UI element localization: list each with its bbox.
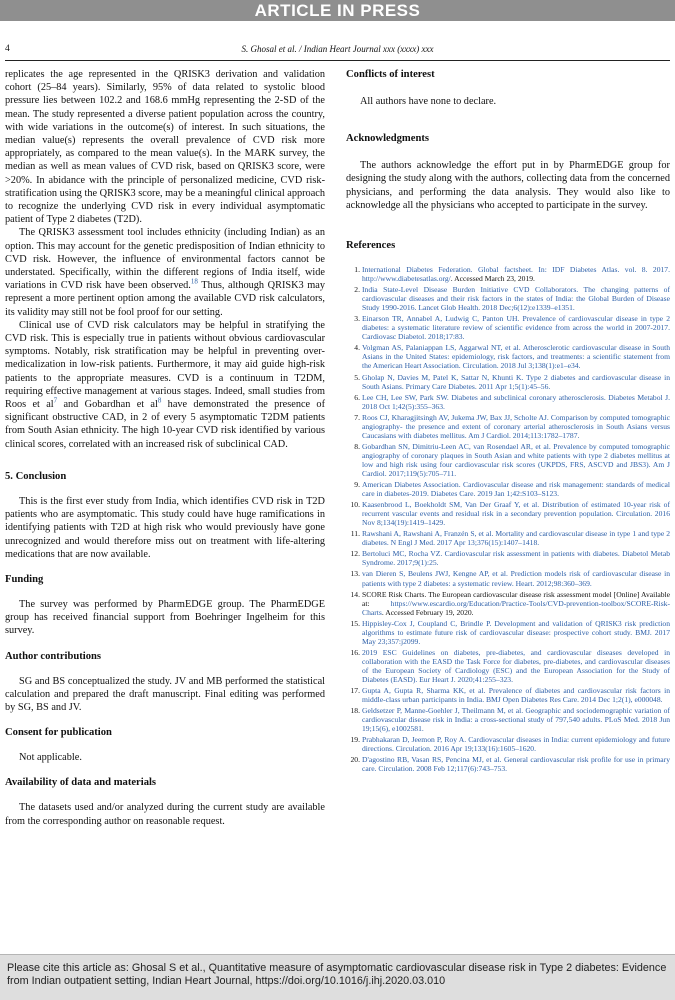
availability-text: The datasets used and/or analyzed during the current study are available from the corresponding author on reasonable request. <box>5 802 325 827</box>
reference-text: Hippisley-Cox J, Coupland C, Brindle P. Development and validation of QRISK3 risk prediction algorithms to estimate future risk of cardiovascular disease: prospective cohort study. BMJ. 2017 May 23;357:j2099. <box>362 618 670 646</box>
running-head: S. Ghosal et al. / Indian Heart Journal xxx (xxxx) xxx <box>241 44 434 54</box>
availability-heading: Availability of data and materials <box>5 777 157 789</box>
reference-text: Bertoluci MC, Rocha VZ. Cardiovascular risk assessment in patients with diabetes. Diabetol Metab Syndrome. 2017;9(1):25. <box>362 549 670 568</box>
reference-item[interactable] <box>346 549 670 567</box>
citation-link-18[interactable]: 18 <box>190 277 198 286</box>
reference-item[interactable] <box>346 500 670 527</box>
page-number: 4 <box>5 44 10 54</box>
reference-text: D'agostino RB, Vasan RS, Pencina MJ, et al. General cardiovascular risk profile for use in primary care. Circulation. 2008 Feb 12;117(6):743–753. <box>362 755 670 774</box>
funding-text: The survey was performed by PharmEDGE group. The PharmEDGE group has received financial support from Boehringer Ingelheim for this survey. <box>5 598 325 637</box>
reference-item[interactable] <box>346 393 670 411</box>
citation-link-7[interactable]: 7 <box>53 396 58 405</box>
reference-text: Rawshani A, Rawshani A, Franzén S, et al. Mortality and cardiovascular disease in type 1 and type 2 diabetes. N Engl J Med. 2017 Apr 13;376(15):1407–1418. <box>362 529 670 548</box>
reference-text: Gupta A, Gupta R, Sharma KK, et al. Prevalence of diabetes and cardiovascular risk factors in middle-class urban participants in India. BMJ Open Diabetes Res Care. 2014 Dec 1;2(1), e000048. <box>362 686 670 705</box>
reference-item[interactable] <box>346 265 670 283</box>
acknowledgments-heading: Acknowledgments <box>346 133 429 145</box>
reference-text: Prabhakaran D, Jeemon P, Roy A. Cardiovascular diseases in India: current epidemiology and future directions. Circulation. 2016 Apr 19;133(16):1605–1620. <box>362 735 670 754</box>
reference-number: 14. <box>350 589 360 599</box>
reference-text: Volgman AS, Palaniappan LS, Aggarwal NT, et al. Atherosclerotic cardiovascular disease in South Asians in the United States: epidemiology, risk factors, and treatments: a scientific statement from the American Heart Association. Circulation. 2018 Jul 3;138(1):e1–e34. <box>362 343 670 371</box>
reference-text: Kaasenbrood L, Boekholdt SM, Van Der Graaf Y, et al. Distribution of estimated 10-year risk of recurrent vascular events and residual risk in a secondary prevention population. Circulation. 2016 Nov 8;134(19):1419–1429. <box>362 500 670 528</box>
reference-number: 5. <box>354 372 360 382</box>
reference-number: 7. <box>354 412 360 422</box>
reference-number: 8. <box>354 441 360 451</box>
article-in-press-banner: ARTICLE IN PRESS <box>0 0 675 21</box>
reference-text: International Diabetes Federation. Global factsheet. In: IDF Diabetes Atlas. vol. 8. 2017. <box>362 265 670 275</box>
references-heading: References <box>346 240 396 252</box>
reference-item[interactable] <box>346 755 670 773</box>
reference-number: 10. <box>350 500 360 510</box>
reference-number: 17. <box>350 686 360 696</box>
reference-text: Geldsetzer P, Manne-Goehler J, Theilmann M, et al. Geographic and sociodemographic variation of cardiovascular disease risk in India: a cross-sectional study of 797,540 adults. PLoS Med. 2018 Jun 19;15(6), e1002581. <box>362 706 670 734</box>
discussion-paragraph-3: Clinical use of CVD risk calculators may be helpful in stratifying the CVD risk. This is especially true in patients without obvious cardiovascular symptoms. Notably, risk stratification may be helpful in preventing over-medicalization in low-risk patients. Furthermore, it may aid guide high-risk patients to the appropriate measures. CVD is a continuum in T2DM, requiring effective management at various stages. Indeed, small studies from Roos et $al^7$ and Gobardhan et $al^8$ have demonstrated the presence of significant obstructive CAD, in 2 of every 5 asymptomatic T2DM patients from South Asian ethnicity. The high 10-year CVD risk identified by various clinical scores, correlated with an increased risk of subclinical CAD. <box>5 319 325 450</box>
reference-item[interactable] <box>346 442 670 478</box>
reference-number: 9. <box>354 480 360 490</box>
reference-item[interactable] <box>346 413 670 440</box>
header-rule <box>5 60 670 61</box>
reference-number: 11. <box>350 529 360 539</box>
reference-accessed-note: . Accessed March 23, 2019. <box>450 274 535 284</box>
reference-number: 20. <box>350 755 360 765</box>
reference-item[interactable] <box>346 480 670 498</box>
consent-heading: Consent for publication <box>5 727 112 739</box>
reference-url-link[interactable]: http://www.diabetesatlas.org/ <box>362 274 451 284</box>
reference-number: 6. <box>354 392 360 402</box>
reference-list <box>346 265 670 773</box>
reference-item[interactable] <box>346 648 670 684</box>
reference-text: 2019 ESC Guidelines on diabetes, pre-diabetes, and cardiovascular diseases developed in collaboration with the EASD the Task Force for diabetes, pre-diabetes, and cardiovascular diseases of the European Society of Cardiology (ESC) and the European Association for the Study of Diabetes (EASD). Eur Heart J. 2020;41:255–323. <box>362 647 670 684</box>
reference-text: SCORE Risk Charts. The European cardiovascular disease risk assessment model [Online] Available at: <box>362 589 670 608</box>
right-column <box>346 68 670 775</box>
reference-item[interactable] <box>346 314 670 341</box>
left-column <box>5 68 325 828</box>
conclusion-heading: 5. Conclusion <box>5 470 67 482</box>
reference-item[interactable] <box>346 619 670 646</box>
reference-item[interactable] <box>346 285 670 312</box>
reference-number: 19. <box>350 735 360 745</box>
acknowledgments-text: The authors acknowledge the effort put in by PharmEDGE group for designing the study along with the authors, collecting data from the concerned physicians, and performing the data analysis. They would also like to acknowledge all the physicians who accepted to participate in the survey. <box>346 160 670 211</box>
reference-item[interactable] <box>346 373 670 391</box>
reference-item[interactable] <box>346 590 670 617</box>
reference-text: Einarson TR, Annabel A, Ludwig C, Panton UH. Prevalence of cardiovascular disease in type 2 diabetes: a systematic literature review of scientific evidence from across the world in 2007-2017. Cardiovasc Diabetol. 2018;17:83. <box>362 314 670 342</box>
reference-number: 4. <box>354 343 360 353</box>
reference-number: 15. <box>350 618 360 628</box>
reference-text: American Diabetes Association. Cardiovascular disease and risk management: standards of medical care in diabetes-2019. Diabetes Care. 2019 Jan 1;42:S103–S123. <box>362 480 670 499</box>
reference-number: 18. <box>350 706 360 716</box>
author-contributions-text: SG and BS conceptualized the study. JV and MB performed the statistical calculation and prepared the draft manuscript. Final editing was performed by SG, BS and JV. <box>5 675 325 713</box>
reference-number: 13. <box>350 569 360 579</box>
funding-heading: Funding <box>5 573 44 585</box>
reference-number: 2. <box>354 285 360 295</box>
reference-item[interactable] <box>346 343 670 370</box>
reference-accessed-note: . Accessed February 19, 2020. <box>381 607 474 617</box>
reference-item[interactable] <box>346 529 670 547</box>
reference-text: Gobardhan SN, Dimitriu-Leen AC, van Rosendael AR, et al. Prevalence by computed tomographic angiography of coronary plaques in South Asian and white patients with type 2 diabetes mellitus at low and high risk using four cardiovascular risk scores (UKPDS, FRS, ASCVD and JBS3). Am J Cardiol. 2017;119(5):705–711. <box>362 441 670 478</box>
reference-text: Lee CH, Lee SW, Park SW. Diabetes and subclinical coronary atherosclerosis. Diabetes Metabol J. 2018 Oct 1;42(5):355–363. <box>362 392 670 411</box>
conclusion-text: This is the first ever study from India, which identifies CVD risk in T2D patients who are asymptomatic. This study could have huge ramifications in identifying patients with T2D at high risk who would previously have gone unrecognized and would therefore miss out on treatment with life-altering medications that are now available. <box>5 495 325 560</box>
conflicts-text: All authors have none to declare. <box>360 96 497 107</box>
discussion-paragraph-1: replicates the age represented in the QRISK3 derivation and validation cohort (25–84 years). Similarly, 95% of data related to systolic blood pressure lies between 102.2 and 168.6 mmHg representing the 2-SD of the mean. The study represented a diverse patient population across the country, with wide variations in the outcome(s) of interest. In such situations, the median value(s) represents the overall prevalence of CVD risk more appropriately, as compared to the mean value(s). In the MARK survey, the median as well as mean values of CVD risk, based on QRISK3 score, were >20%. In abidance with the principle of personalized medicine, CVD risk-stratification using the QRISK3 score, may be a meaningful clinical approach to recognize the underlying CVD risk in every individual asymptomatic patient of Type 2 diabetes (T2D). <box>5 69 325 226</box>
consent-text: Not applicable. <box>19 752 82 764</box>
reference-number: 1. <box>354 265 360 275</box>
author-contributions-heading: Author contributions <box>5 650 102 662</box>
reference-text: India State-Level Disease Burden Initiative CVD Collaborators. The changing patterns of cardiovascular diseases and their risk factors in the states of India: the Global Burden of Disease Study 1990-2016. Lancet Glob Health. 2018 Dec;6(12):e1339–e1351. <box>362 285 670 313</box>
reference-item[interactable] <box>346 735 670 753</box>
reference-item[interactable] <box>346 569 670 587</box>
discussion-paragraph-2: The QRISK3 assessment tool includes ethnicity (including Indian) as an option. This may account for the genetic predisposition of Indian ethnicity to CVD risk. However, the influence of environmental factors cannot be understated. Specifically, within the different regions of India itself, wide variations in CVD risk have been observed.$^{18}$ Thus, although QRISK3 may represent a more pertinent option among the available CVD risk calculators, its validity may still not be fool proof for our setting. <box>5 227 325 318</box>
citation-link-8[interactable]: 8 <box>157 396 162 405</box>
conflicts-heading: Conflicts of interest <box>346 69 435 80</box>
reference-number: 16. <box>350 647 360 657</box>
reference-number: 12. <box>350 549 360 559</box>
reference-number: 3. <box>354 314 360 324</box>
reference-text: Gholap N, Davies M, Patel K, Sattar N, Khunti K. Type 2 diabetes and cardiovascular disease in South Asians. Primary Care Diabetes. 2011 Apr 1;5(1):45–56. <box>362 372 670 391</box>
reference-text: van Dieren S, Beulens JWJ, Kengne AP, et al. Prediction models risk of cardiovascular disease in patients with type 2 diabetes: a systematic review. Heart. 2012;98:360–369. <box>362 569 670 588</box>
reference-text: Roos CJ, Kharagjitsingh AV, Jukema JW, Bax JJ, Scholte AJ. Comparison by computed tomographic angiography- the presence and extent of coronary arterial atherosclerosis in South Asians versus Caucasians with diabetes mellitus. Am J Cardiol. 2014;113:1782–1787. <box>362 412 670 440</box>
reference-item[interactable] <box>346 686 670 704</box>
reference-url-link[interactable]: https://www.escardio.org/Education/Practice-Tools/CVD-prevention-toolbox/SCORE-Risk-Charts <box>362 598 670 617</box>
citation-note: Please cite this article as: Ghosal S et al., Quantitative measure of asymptomatic cardiovascular disease risk in Type 2 diabetes: Evidence from Indian outpatient setting, Indian Heart Journal, https://doi.org/10.1016/j.ihj.2020.03.010 <box>0 954 675 1000</box>
reference-item[interactable] <box>346 706 670 733</box>
